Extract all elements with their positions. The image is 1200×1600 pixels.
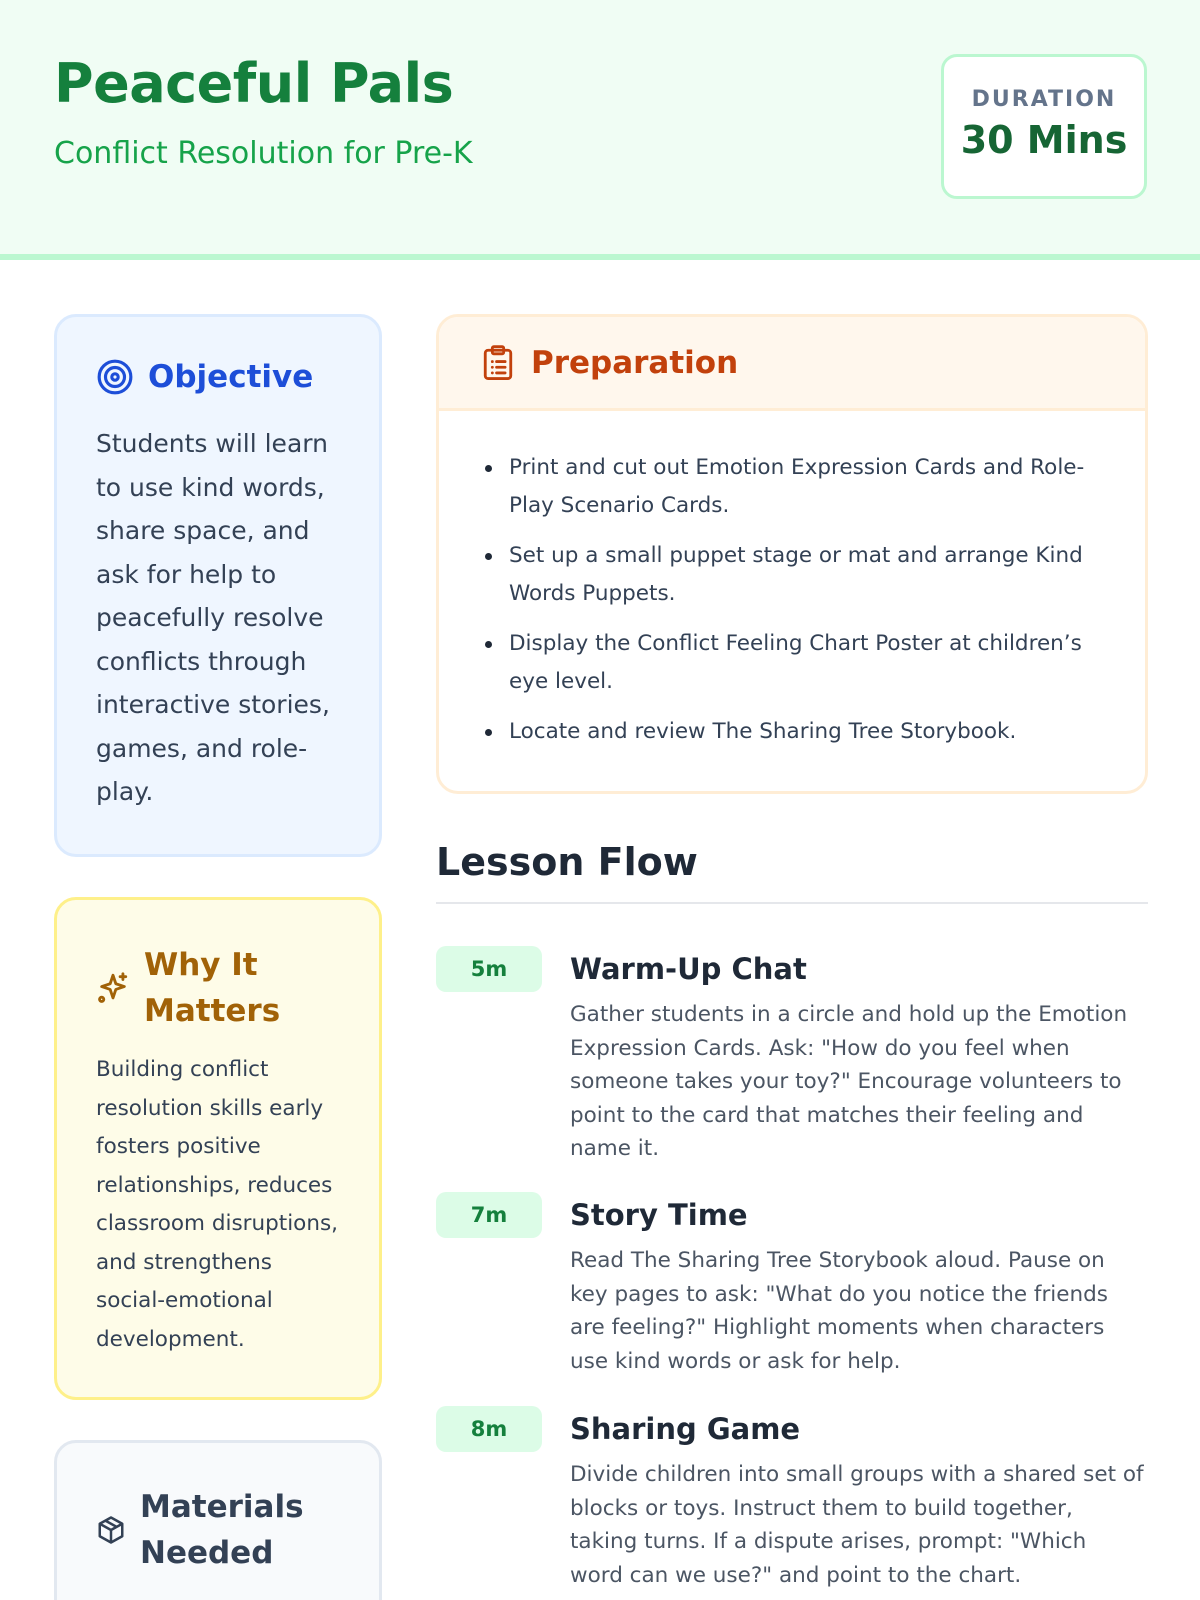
materials-heading <box>96 1484 320 1576</box>
step-description: Read The Sharing Tree Storybook aloud. Pause on key pages to ask: "What do you notice the friends are feeling?" Highlight moments when characters use kind words or ask for help. <box>570 1248 1108 1374</box>
step-description: Divide children into small groups with a shared set of blocks or toys. Instruct them to build together, taking turns. If a dispute arises, prompt: "Which word can we use?" and point to the chart. <box>570 1462 1144 1588</box>
sparkles-icon <box>96 971 130 1005</box>
prep-item: Print and cut out Emotion Expression Cards and Role-Play Scenario Cards. <box>481 449 1105 525</box>
duration-value: 30 Mins <box>960 118 1128 162</box>
why-title: Why It Matters <box>144 947 281 1029</box>
prep-item: Locate and review The Sharing Tree Storybook. <box>481 713 1105 751</box>
step-title: Sharing Game <box>570 1412 801 1446</box>
prep-item: Display the Conflict Feeling Chart Poster at children’s eye level. <box>481 625 1105 701</box>
why-text: Building conflict resolution skills early fosters positive relationships, reduces classroom disruptions, and strengthens social-emotional development. <box>96 1057 338 1352</box>
preparation-title: Preparation <box>531 344 739 381</box>
target-icon <box>96 358 134 396</box>
preparation-list <box>439 411 1145 751</box>
box-icon <box>96 1515 126 1545</box>
materials-title: Materials Needed <box>140 1489 304 1571</box>
step-time-badge: 5m <box>436 946 542 992</box>
lesson-subtitle: Conflict Resolution for Pre-K <box>54 136 473 171</box>
why-heading <box>96 942 304 1034</box>
step-description: Gather students in a circle and hold up the Emotion Expression Cards. Ask: "How do you feel when someone takes your toy?" Encourage volunteers to point to the card that matches their feeling and name it. <box>570 1002 1128 1161</box>
step-title: Warm-Up Chat <box>570 952 807 986</box>
lesson-flow-divider <box>436 902 1148 904</box>
step-time-badge: 7m <box>436 1192 542 1238</box>
preparation-card <box>436 314 1148 794</box>
step-time-badge: 8m <box>436 1406 542 1452</box>
lesson-title: Peaceful Pals <box>54 52 454 115</box>
duration-label: DURATION <box>971 87 1117 112</box>
objective-text: Students will learn to use kind words, share space, and ask for help to peacefully resolve conflicts through interactive stories, games, and role-play. <box>96 429 330 806</box>
step-title: Story Time <box>570 1198 748 1232</box>
duration-badge <box>941 54 1147 199</box>
prep-item: Set up a small puppet stage or mat and arrange Kind Words Puppets. <box>481 537 1105 613</box>
objective-heading <box>96 354 313 400</box>
preparation-header <box>439 317 1145 411</box>
lesson-flow-title: Lesson Flow <box>436 840 698 884</box>
objective-title: Objective <box>148 359 314 395</box>
clipboard-icon <box>481 344 515 382</box>
lesson-header <box>0 0 1200 260</box>
